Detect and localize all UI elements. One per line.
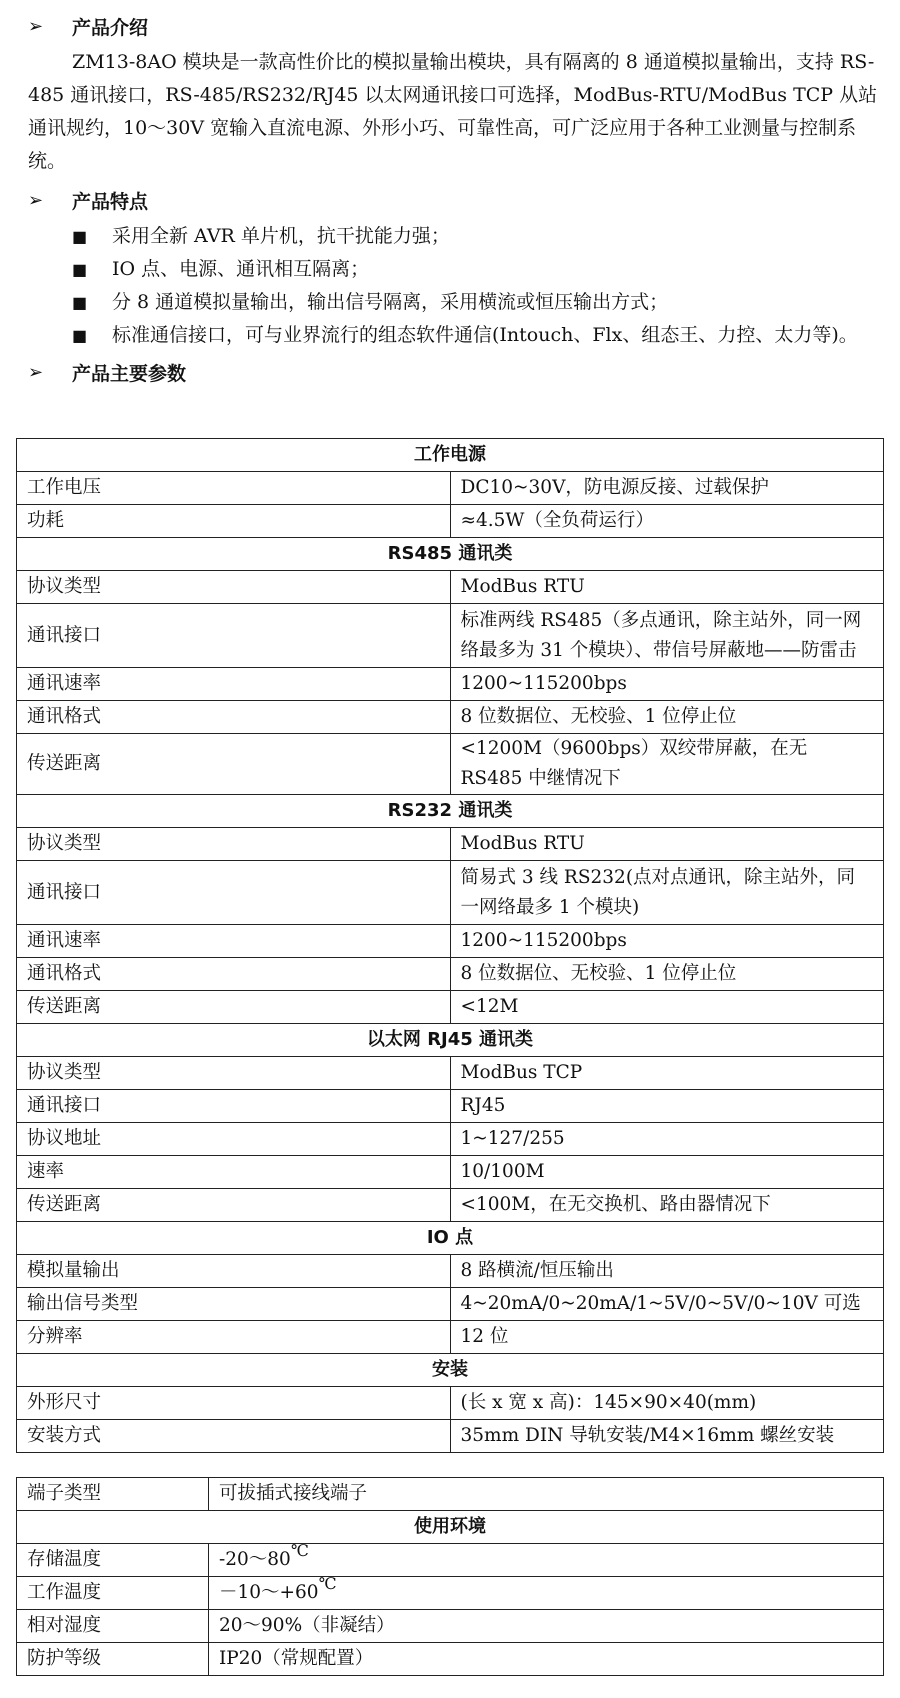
param-name: 端子类型 [17,1478,209,1511]
param-name: 速率 [17,1156,451,1189]
table-row [17,571,884,604]
param-name: 传送距离 [17,1189,451,1222]
param-value: 4~20mA/0~20mA/1~5V/0~5V/0~10V 可选 [450,1288,884,1321]
intro-section [28,10,888,392]
feature-text: 采用全新 AVR 单片机，抗干扰能力强； [112,225,450,247]
section-title-rs485: RS485 通讯类 [17,538,884,571]
param-name: 通讯接口 [17,1090,451,1123]
section-title-io: IO 点 [17,1222,884,1255]
param-value: 12 位 [450,1321,884,1354]
param-name: 模拟量输出 [17,1255,451,1288]
param-name: 通讯格式 [17,701,451,734]
param-value: IP20（常规配置） [209,1643,884,1676]
table-row [17,1288,884,1321]
param-name: 协议地址 [17,1123,451,1156]
section-heading [28,356,888,388]
param-name: 传送距离 [17,734,451,795]
param-value: 8 位数据位、无校验、1 位停止位 [450,958,884,991]
param-value: DC10~30V，防电源反接、过载保护 [450,472,884,505]
param-value: 1200~115200bps [450,668,884,701]
param-name: 通讯速率 [17,925,451,958]
param-name: 通讯接口 [17,861,451,925]
celsius-unit: ℃ [318,1574,337,1593]
param-name: 协议类型 [17,571,451,604]
param-value: RJ45 [450,1090,884,1123]
section-title-rj45: 以太网 RJ45 通讯类 [17,1024,884,1057]
param-name: 协议类型 [17,828,451,861]
param-name: 存储温度 [17,1544,209,1577]
param-name: 防护等级 [17,1643,209,1676]
param-name: 分辨率 [17,1321,451,1354]
param-value [209,1574,884,1610]
param-value: <100M，在无交换机、路由器情况下 [450,1189,884,1222]
table-row [17,604,884,668]
table-row [17,1544,884,1577]
section-title-environment: 使用环境 [17,1511,884,1544]
table-row [17,958,884,991]
section-title-rs232: RS232 通讯类 [17,795,884,828]
table-row [17,828,884,861]
table-row [17,701,884,734]
table-row [17,861,884,925]
param-name: 协议类型 [17,1057,451,1090]
table-row [17,734,884,795]
heading-product-features: 产品特点 [72,190,149,213]
param-value: 1200~115200bps [450,925,884,958]
feature-text: 分 8 通道模拟量输出，输出信号隔离，采用横流或恒压输出方式； [112,291,669,313]
storage-temp-value: -20～80 [219,1549,291,1570]
section-title-power: 工作电源 [17,439,884,472]
table-row [17,1478,884,1511]
param-value: ModBus TCP [450,1057,884,1090]
arrow-bullet-icon: ➢ [28,15,44,37]
spec-table [16,438,884,1453]
section-heading [28,10,888,42]
param-name: 相对湿度 [17,1610,209,1643]
section-title-install: 安装 [17,1354,884,1387]
table-row [17,925,884,958]
table-row [17,1156,884,1189]
feature-item [72,286,888,319]
table-row [17,1387,884,1420]
param-name: 通讯接口 [17,604,451,668]
spec-table-environment [16,1477,884,1676]
feature-text: IO 点、电源、通讯相互隔离； [112,258,370,280]
heading-main-params: 产品主要参数 [72,362,187,385]
table-row [17,1321,884,1354]
operating-temp-value: －10～+60 [219,1582,319,1603]
param-value: 8 路横流/恒压输出 [450,1255,884,1288]
table-row [17,1643,884,1676]
intro-paragraph: ZM13-8AO 模块是一款高性价比的模拟量输出模块，具有隔离的 8 通道模拟量输出，支持 RS-485 通讯接口，RS-485/RS232/RJ45 以太网通讯接口可选择，ModBus-RTU/ModBus TCP 从站通讯规约，10～30V 宽输入直流电源、外形小巧、可靠性高，可广泛应用于各种工业测量与控制系统。 [28,51,878,172]
table-row [17,1255,884,1288]
feature-item [72,220,888,253]
param-value: <12M [450,991,884,1024]
table-row [17,1610,884,1643]
square-bullet-icon: ■ [72,326,88,345]
param-name: 安装方式 [17,1420,451,1453]
param-value: 8 位数据位、无校验、1 位停止位 [450,701,884,734]
feature-text: 标准通信接口，可与业界流行的组态软件通信(Intouch、Flx、组态王、力控、太力等)。 [112,324,858,346]
param-value [209,1541,884,1577]
param-value: ModBus RTU [450,828,884,861]
table-row [17,1090,884,1123]
table-row [17,668,884,701]
param-value: ≈4.5W（全负荷运行） [450,505,884,538]
param-value: 可拔插式接线端子 [209,1478,884,1511]
param-name: 工作电压 [17,472,451,505]
table-row [17,1577,884,1610]
param-value: 1~127/255 [450,1123,884,1156]
param-name: 功耗 [17,505,451,538]
param-value: ModBus RTU [450,571,884,604]
param-name: 传送距离 [17,991,451,1024]
param-value: 20～90%（非凝结） [209,1610,884,1643]
celsius-unit: ℃ [290,1541,309,1560]
heading-product-intro: 产品介绍 [72,16,149,39]
feature-item [72,253,888,286]
arrow-bullet-icon: ➢ [28,189,44,211]
table-row [17,472,884,505]
table-row [17,1123,884,1156]
square-bullet-icon: ■ [72,260,88,279]
param-name: 输出信号类型 [17,1288,451,1321]
param-name: 外形尺寸 [17,1387,451,1420]
table-row [17,1189,884,1222]
section-heading [28,184,888,216]
arrow-bullet-icon: ➢ [28,361,44,383]
param-value: 标准两线 RS485（多点通讯，除主站外，同一网络最多为 31 个模块）、带信号屏蔽地——防雷击 [450,604,884,668]
param-value: (长 x 宽 x 高)：145×90×40(mm) [450,1387,884,1420]
table-row [17,1420,884,1453]
param-name: 通讯格式 [17,958,451,991]
table-row [17,991,884,1024]
feature-item [72,319,888,352]
param-value: 简易式 3 线 RS232(点对点通讯，除主站外，同一网络最多 1 个模块) [450,861,884,925]
table-row [17,505,884,538]
param-name: 工作温度 [17,1577,209,1610]
param-value: 10/100M [450,1156,884,1189]
table-row [17,1057,884,1090]
square-bullet-icon: ■ [72,227,88,246]
param-value: <1200M（9600bps）双绞带屏蔽，在无 RS485 中继情况下 [450,734,884,795]
param-name: 通讯速率 [17,668,451,701]
param-value: 35mm DIN 导轨安装/M4×16mm 螺丝安装 [450,1420,884,1453]
square-bullet-icon: ■ [72,293,88,312]
